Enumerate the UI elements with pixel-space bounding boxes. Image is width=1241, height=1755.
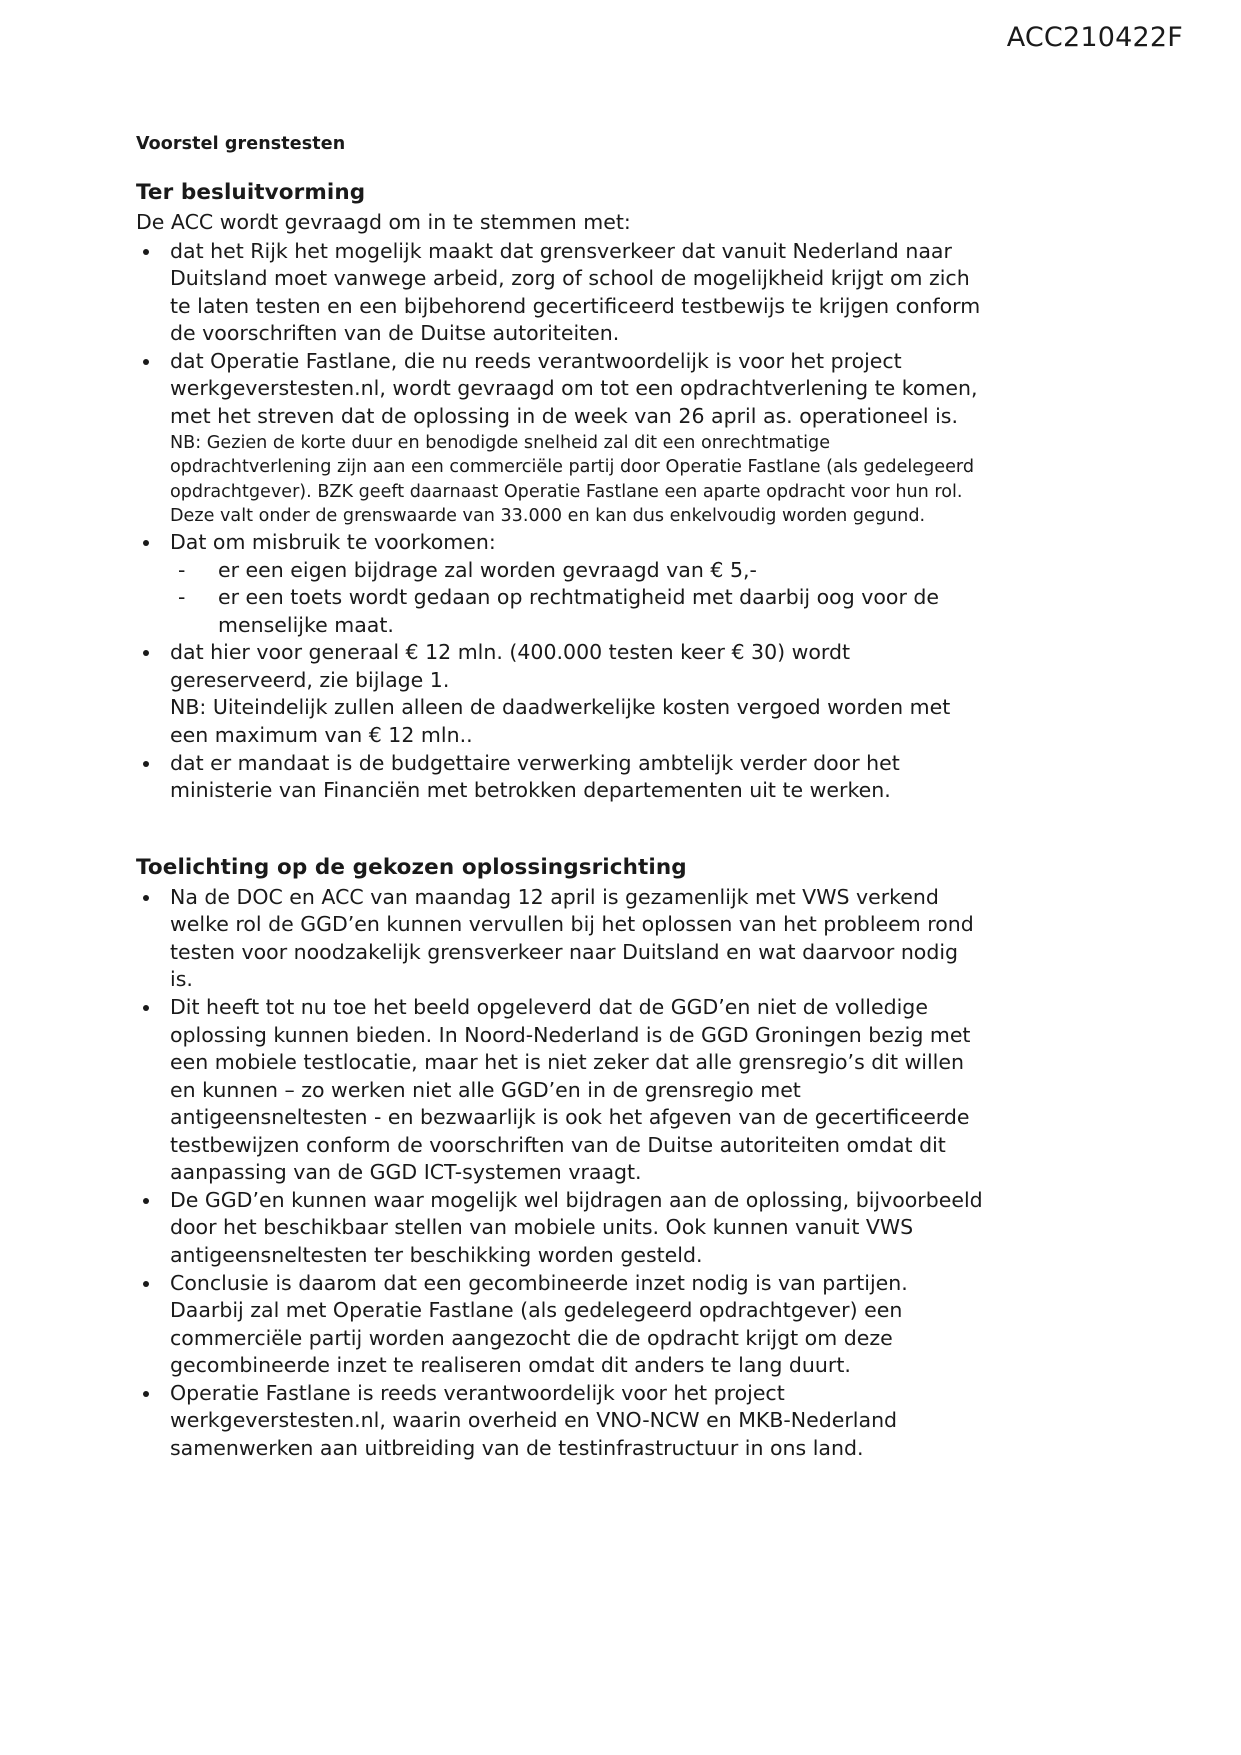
sub-list-item-text: er een toets wordt gedaan op rechtmatigheid met daarbij oog voor de menselijke maat. <box>218 585 940 637</box>
list-item <box>136 639 986 749</box>
bullet-dot-icon <box>143 540 149 546</box>
list-item <box>136 529 986 639</box>
sub-list-item <box>170 584 986 639</box>
list-item-text: Dat om misbruik te voorkomen: <box>170 530 496 555</box>
document-header-code: ACC210422F <box>1006 22 1183 53</box>
sub-list-item-text: er een eigen bijdrage zal worden gevraagd van € 5,- <box>218 557 757 582</box>
list-item <box>136 1380 986 1463</box>
dash-marker-icon: - <box>178 585 186 610</box>
list-item-text: dat hier voor generaal € 12 mln. (400.000 testen keer € 30) wordt gereserveerd, zie bijlage 1. <box>170 640 851 692</box>
dash-marker-icon: - <box>178 557 186 582</box>
list-item <box>136 884 986 994</box>
bullet-dot-icon <box>143 761 149 767</box>
document-kicker: Voorstel grenstesten <box>136 134 346 154</box>
list-item-text: Dit heeft tot nu toe het beeld opgeleverd dat de GGD’en niet de volledige oplossing kunnen bieden. In Noord-Nederland is de GGD Groningen bezig met een mobiele testlocatie, maar het is niet zeker dat alle grensregio’s dit willen en kunnen – zo werken niet alle GGD’en in de grensregio met antigeensneltesten - en bezwaarlijk is ook het afgeven van de gecertificeerde testbewijzen conform de voorschriften van de Duitse autoriteiten omdat dit aanpassing van de GGD ICT-systemen vraagt. <box>170 994 971 1185</box>
list-item-text: Na de DOC en ACC van maandag 12 april is gezamenlijk met VWS verkend welke rol de GGD’en kunnen vervullen bij het oplossen van het probleem rond testen voor noodzakelijk grensverkeer naar Duitsland en wat daarvoor nodig is. <box>170 884 974 992</box>
list-item <box>136 348 986 529</box>
section-heading: Ter besluitvorming <box>136 179 366 205</box>
list-item-note: NB: Gezien de korte duur en benodigde snelheid zal dit een onrechtmatige opdrachtverlening zijn aan een commerciële partij door Operatie Fastlane (als gedelegeerd opdrachtgever). BZK geeft daarnaast Operatie Fastlane een aparte opdracht voor hun rol. Deze valt onder de grenswaarde van 33.000 en kan dus enkelvoudig worden gegund. <box>170 432 975 527</box>
bullet-dot-icon <box>143 1391 149 1397</box>
list-item <box>136 1187 986 1270</box>
list-item <box>136 994 986 1187</box>
list-item-text: De GGD’en kunnen waar mogelijk wel bijdragen aan de oplossing, bijvoorbeeld door het beschikbaar stellen van mobiele units. Ook kunnen vanuit VWS antigeensneltesten ter beschikking worden gesteld. <box>170 1187 983 1268</box>
section-spacer <box>136 805 986 853</box>
section-ter-besluitvorming <box>136 178 986 805</box>
section-lead: De ACC wordt gevraagd om in te stemmen met: <box>136 209 631 234</box>
list-item <box>136 750 986 805</box>
sub-bullet-list <box>170 557 986 640</box>
list-item-text: Conclusie is daarom dat een gecombineerde inzet nodig is van partijen. Daarbij zal met Operatie Fastlane (als gedelegeerd opdrachtgever) een commerciële partij worden aangezocht die de opdracht krijgt om deze gecombineerde inzet te realiseren omdat dit anders te lang duurt. <box>170 1270 908 1378</box>
bullet-dot-icon <box>143 650 149 656</box>
bullet-dot-icon <box>143 249 149 255</box>
list-item-text: dat Operatie Fastlane, die nu reeds verantwoordelijk is voor het project werkgeverstesten.nl, wordt gevraagd om tot een opdrachtverlening te komen, met het streven dat de oplossing in de week van 26 april as. operationeel is. <box>170 348 978 429</box>
list-item <box>136 238 986 348</box>
list-item-text: dat er mandaat is de budgettaire verwerking ambtelijk verder door het ministerie van Financiën met betrokken departementen uit te werken. <box>170 750 900 803</box>
bullet-dot-icon <box>143 1005 149 1011</box>
list-item-text: Operatie Fastlane is reeds verantwoordelijk voor het project werkgeverstesten.nl, waarin overheid en VNO-NCW en MKB-Nederland samenwerken aan uitbreiding van de testinfrastructuur in ons land. <box>170 1380 898 1460</box>
sub-list-item <box>170 557 986 585</box>
bullet-list <box>136 884 986 1463</box>
bullet-list <box>136 238 986 805</box>
section-toelichting <box>136 853 986 1463</box>
section-heading: Toelichting op de gekozen oplossingsrichting <box>136 854 687 880</box>
list-item <box>136 1270 986 1380</box>
list-item-text: dat het Rijk het mogelijk maakt dat grensverkeer dat vanuit Nederland naar Duitsland moet vanwege arbeid, zorg of school de mogelijkheid krijgt om zich te laten testen en een bijbehorend gecertificeerd testbewijs te krijgen conform de voorschriften van de Duitse autoriteiten. <box>170 238 981 346</box>
list-item-note: NB: Uiteindelijk zullen alleen de daadwerkelijke kosten vergoed worden met een maximum van € 12 mln.. <box>170 695 951 748</box>
document-body <box>136 133 986 1463</box>
bullet-dot-icon <box>143 359 149 365</box>
bullet-dot-icon <box>143 1281 149 1287</box>
bullet-dot-icon <box>143 895 149 901</box>
bullet-dot-icon <box>143 1198 149 1204</box>
